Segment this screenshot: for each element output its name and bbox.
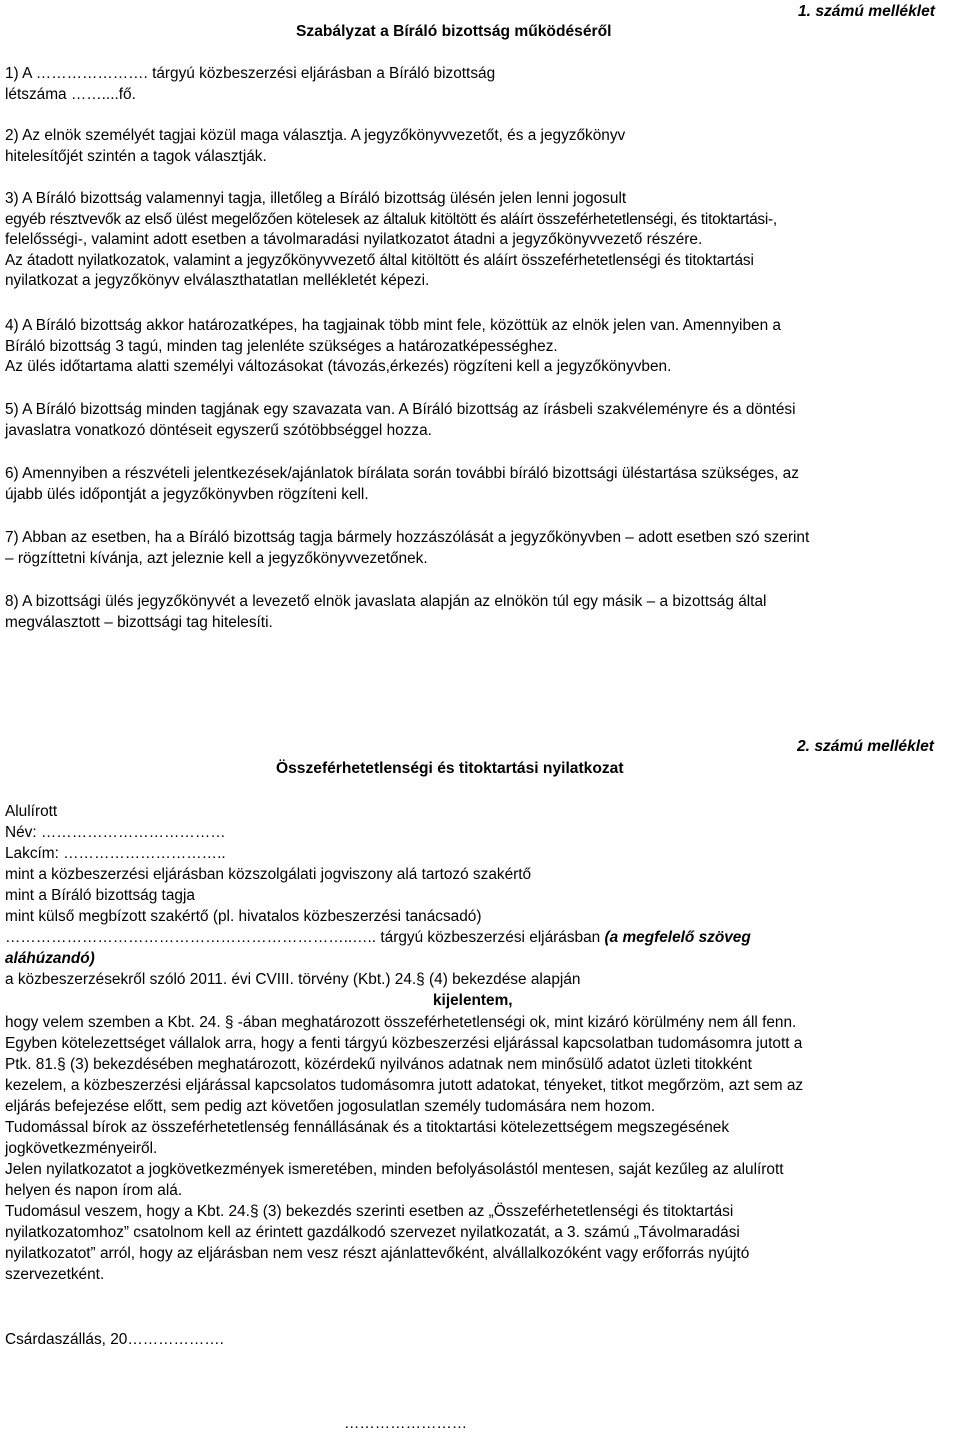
doc2-body	[5, 1012, 952, 1285]
paragraph-line: 5) A Bíráló bizottság minden tagjának egy szavazata van. A Bíráló bizottság az írásbeli szakvéleményre és a döntési	[5, 401, 796, 418]
form-line: Alulírott	[5, 803, 58, 820]
doc1-paragraph-7	[5, 528, 952, 569]
doc1-annex-label: 1. számú melléklet	[798, 3, 935, 20]
doc1-paragraph-6	[5, 464, 952, 505]
doc1-paragraph-5	[5, 400, 952, 441]
paragraph-line: 4) A Bíráló bizottság akkor határozatképes, ha tagjainak több mint fele, közöttük az elnök jelen van. Amennyiben a	[5, 317, 781, 334]
paragraph-line: Az átadott nyilatkozatok, valamint a jegyzőkönyvvezető által kitöltött és aláírt összeférhetetlenségi és titoktartási	[5, 251, 754, 269]
body-line: jogkövetkezményeiről.	[5, 1140, 158, 1157]
paragraph-line: újabb ülés időpontját a jegyzőkönyvben rögzíteni kell.	[5, 485, 369, 503]
body-line: hogy velem szemben a Kbt. 24. § -ában meghatározott összeférhetetlenségi ok, mint kizáró körülmény nem áll fenn.	[5, 1014, 797, 1031]
body-line: Egyben kötelezettséget vállalok arra, hogy a fenti tárgyú közbeszerzési eljárással kapcsolatban tudomásomra jutott a	[5, 1035, 803, 1052]
doc2-header-lines	[5, 801, 952, 990]
paragraph-line: létszáma ……....fő.	[5, 85, 136, 103]
form-line: mint külső megbízott szakértő (pl. hivatalos közbeszerzési tanácsadó)	[5, 908, 482, 925]
paragraph-line: 1) A …………………. tárgyú közbeszerzési eljárásban a Bíráló bizottság	[5, 65, 496, 82]
doc1-paragraph-8	[5, 592, 952, 633]
body-line: nyilatkozatomhoz” csatolnom kell az érintett gazdálkodó szervezet nyilatkozatát, a 3. számú „Távolmaradási	[5, 1224, 740, 1241]
doc2-annex-label: 2. számú melléklet	[797, 738, 934, 755]
paragraph-line: Az ülés időtartama alatti személyi változásokat (távozás,érkezés) rögzíteni kell a jegyzőkönyvben.	[5, 358, 672, 376]
subject-line-note: (a megfelelő szöveg	[604, 929, 751, 946]
body-line: Tudomással bírok az összeférhetetlenség fennállásának és a titoktartási kötelezettségem megszegésének	[5, 1119, 730, 1136]
doc1-paragraph-3	[5, 189, 952, 292]
paragraph-line: megválasztott – bizottsági tag hitelesíti.	[5, 613, 273, 631]
paragraph-line: felelősségi-, valamint adott esetben a távolmaradási nyilatkozatot átadni a jegyzőkönyvvezető részére.	[5, 231, 703, 249]
paragraph-line: hitelesítőjét szintén a tagok választják.	[5, 147, 267, 165]
body-line: Jelen nyilatkozatot a jogkövetkezmények ismeretében, minden befolyásolástól mentesen, saját kezűleg az alulírott	[5, 1161, 784, 1178]
paragraph-line: 3) A Bíráló bizottság valamennyi tagja, illetőleg a Bíráló bizottság ülésén jelen lenni jogosult	[5, 190, 627, 207]
paragraph-line: nyilatkozat a jegyzőkönyv elválaszthatatlan mellékletét képezi.	[5, 272, 430, 290]
doc1-paragraph-4	[5, 316, 952, 378]
law-reference-line: a közbeszerzésekről szóló 2011. évi CVIII. törvény (Kbt.) 24.§ (4) bekezdése alapján	[5, 971, 581, 988]
signature-line: ……………………	[344, 1415, 468, 1432]
subject-line-prefix: …………………………………………………………..….. tárgyú közbeszerzési eljárásban	[5, 929, 605, 946]
paragraph-line: 7) Abban az esetben, ha a Bíráló bizottság tagja bármely hozzászólását a jegyzőkönyvben – adott esetben szó szerint	[5, 529, 810, 546]
subject-line-note-cont: aláhúzandó)	[5, 950, 95, 967]
paragraph-line: – rögzíttetni kívánja, azt jeleznie kell a jegyzőkönyvvezetőnek.	[5, 549, 428, 567]
body-line: Tudomásul veszem, hogy a Kbt. 24.§ (3) bekezdés szerinti esetben az „Összeférhetetlenségi és titoktartási	[5, 1203, 734, 1220]
doc1-paragraph-2	[5, 126, 952, 167]
paragraph-line: Bíráló bizottság 3 tagú, minden tag jelenléte szükséges a határozatképességhez.	[5, 337, 558, 355]
doc2-title: Összeférhetetlenségi és titoktartási nyilatkozat	[276, 760, 624, 777]
body-line: Ptk. 81.§ (3) bekezdésében meghatározott, közérdekű nyilvános adatnak nem minősülő adatot üzleti titokként	[5, 1056, 752, 1073]
paragraph-line: javaslatra vonatkozó döntéseit egyszerű szótöbbséggel hozza.	[5, 421, 432, 439]
form-line: Lakcím: …………………………..	[5, 845, 226, 862]
place-date: Csárdaszállás, 20……………….	[5, 1331, 224, 1348]
declare-heading: kijelentem,	[433, 992, 513, 1009]
paragraph-line: 2) Az elnök személyét tagjai közül maga választja. A jegyzőkönyvvezetőt, és a jegyzőkönyv	[5, 127, 626, 144]
paragraph-line: 6) Amennyiben a részvételi jelentkezések/ajánlatok bírálata során további bíráló bizottsági üléstartása szükséges, az	[5, 465, 799, 482]
subject-line	[5, 927, 952, 948]
body-line: nyilatkozatot” arról, hogy az eljárásban nem vesz részt ajánlattevőként, alvállalkozóként vagy erőforrás nyújtó	[5, 1245, 750, 1262]
paragraph-line: 8) A bizottsági ülés jegyzőkönyvét a levezető elnök javaslata alapján az elnökön túl egy másik – a bizottság által	[5, 593, 767, 610]
doc1-paragraph-1	[5, 64, 952, 105]
body-line: szervezetként.	[5, 1266, 105, 1283]
form-line: Név: ………………………………	[5, 824, 226, 841]
body-line: kezelem, a közbeszerzési eljárással kapcsolatos tudomásomra jutott adatokat, tényeket, titkot megőrzöm, azt sem az	[5, 1077, 804, 1094]
body-line: helyen és napon írom alá.	[5, 1182, 183, 1199]
form-line: mint a Bíráló bizottság tagja	[5, 887, 195, 904]
doc1-title: Szabályzat a Bíráló bizottság működéséről	[296, 23, 612, 40]
body-line: eljárás befejezése előtt, sem pedig azt követően jogosulatlan személy tudomására nem hozom.	[5, 1098, 656, 1115]
paragraph-line: egyéb résztvevők az első ülést megelőzően kötelesek az általuk kitöltött és aláírt összeférhetetlenségi, és titoktartási-,	[5, 210, 777, 228]
form-line: mint a közbeszerzési eljárásban közszolgálati jogviszony alá tartozó szakértő	[5, 866, 532, 883]
